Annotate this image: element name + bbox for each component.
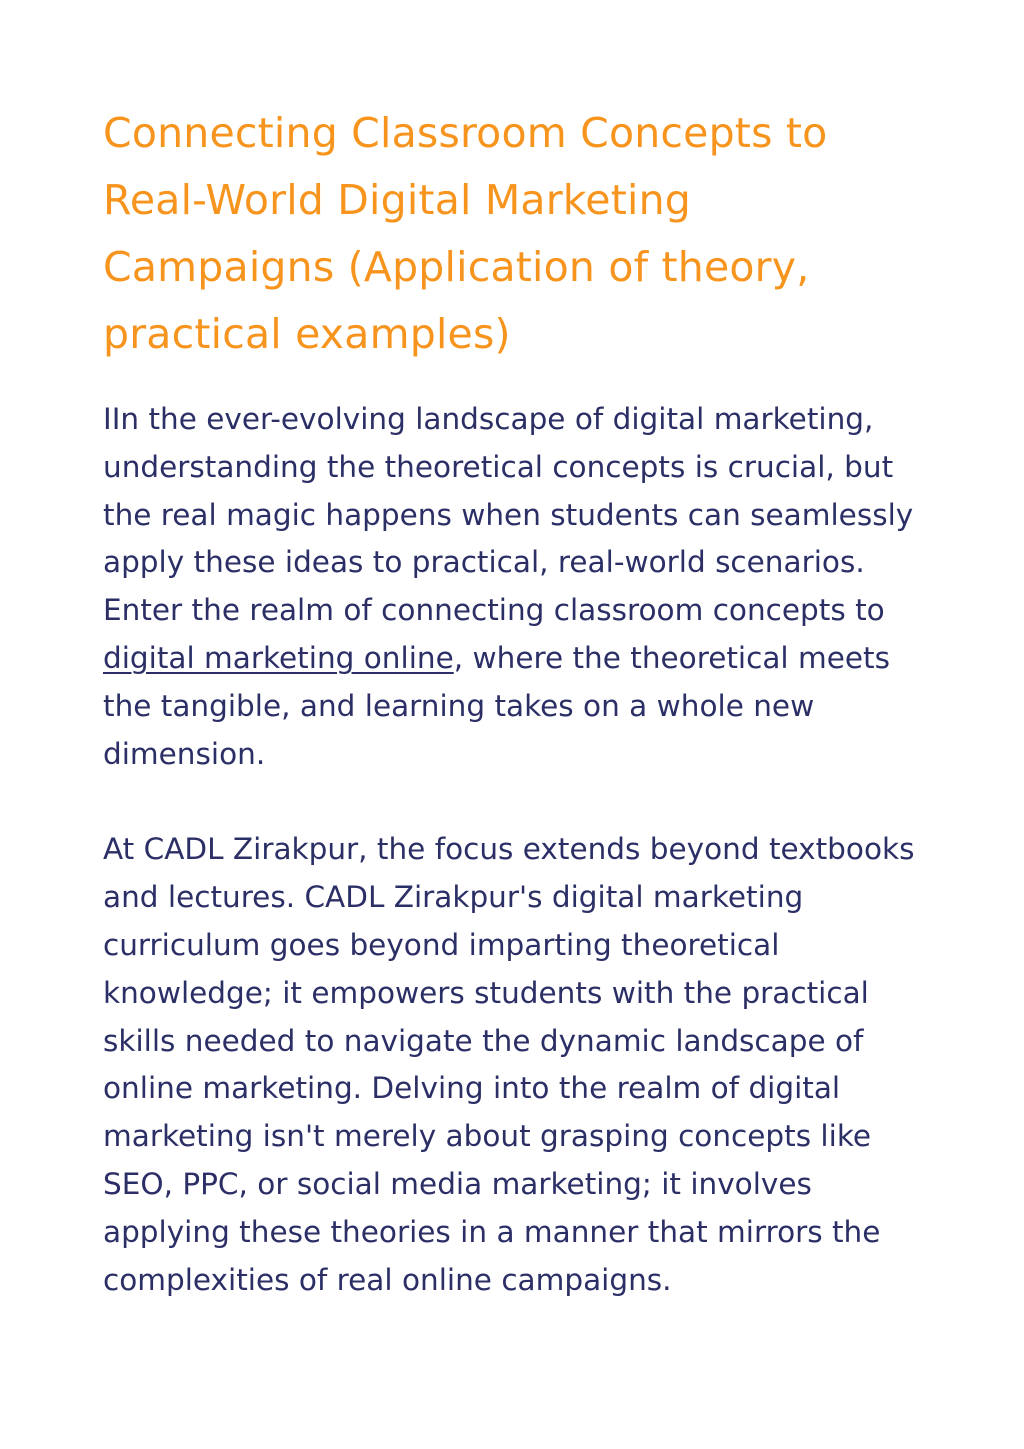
document-title: Connecting Classroom Concepts to Real-World Digital Marketing Campaigns (Application of theory, practical examples): [103, 109, 828, 358]
intro-paragraph: [103, 396, 933, 778]
digital-marketing-online-link[interactable]: digital marketing online: [103, 640, 454, 675]
intro-text-before-link: IIn the ever-evolving landscape of digital marketing, understanding the theoretical concepts is crucial, but the real magic happens when students can seamlessly apply these ideas to practical, real-world scenarios. Enter the realm of connecting classroom concepts to: [103, 402, 914, 628]
intro-text-after-link: , where the theoretical meets the tangible, and learning takes on a whole new dimension.: [103, 640, 890, 771]
cadl-paragraph: At CADL Zirakpur, the focus extends beyond textbooks and lectures. CADL Zirakpur's digital marketing curriculum goes beyond imparting theoretical knowledge; it empowers students with the practical skills needed to navigate the dynamic landscape of online marketing. Delving into the realm of digital marketing isn't merely about grasping concepts like SEO, PPC, or social media marketing; it involves applying these theories in a manner that mirrors the complexities of real online campaigns.: [103, 832, 915, 1297]
document-page: [103, 100, 933, 1304]
